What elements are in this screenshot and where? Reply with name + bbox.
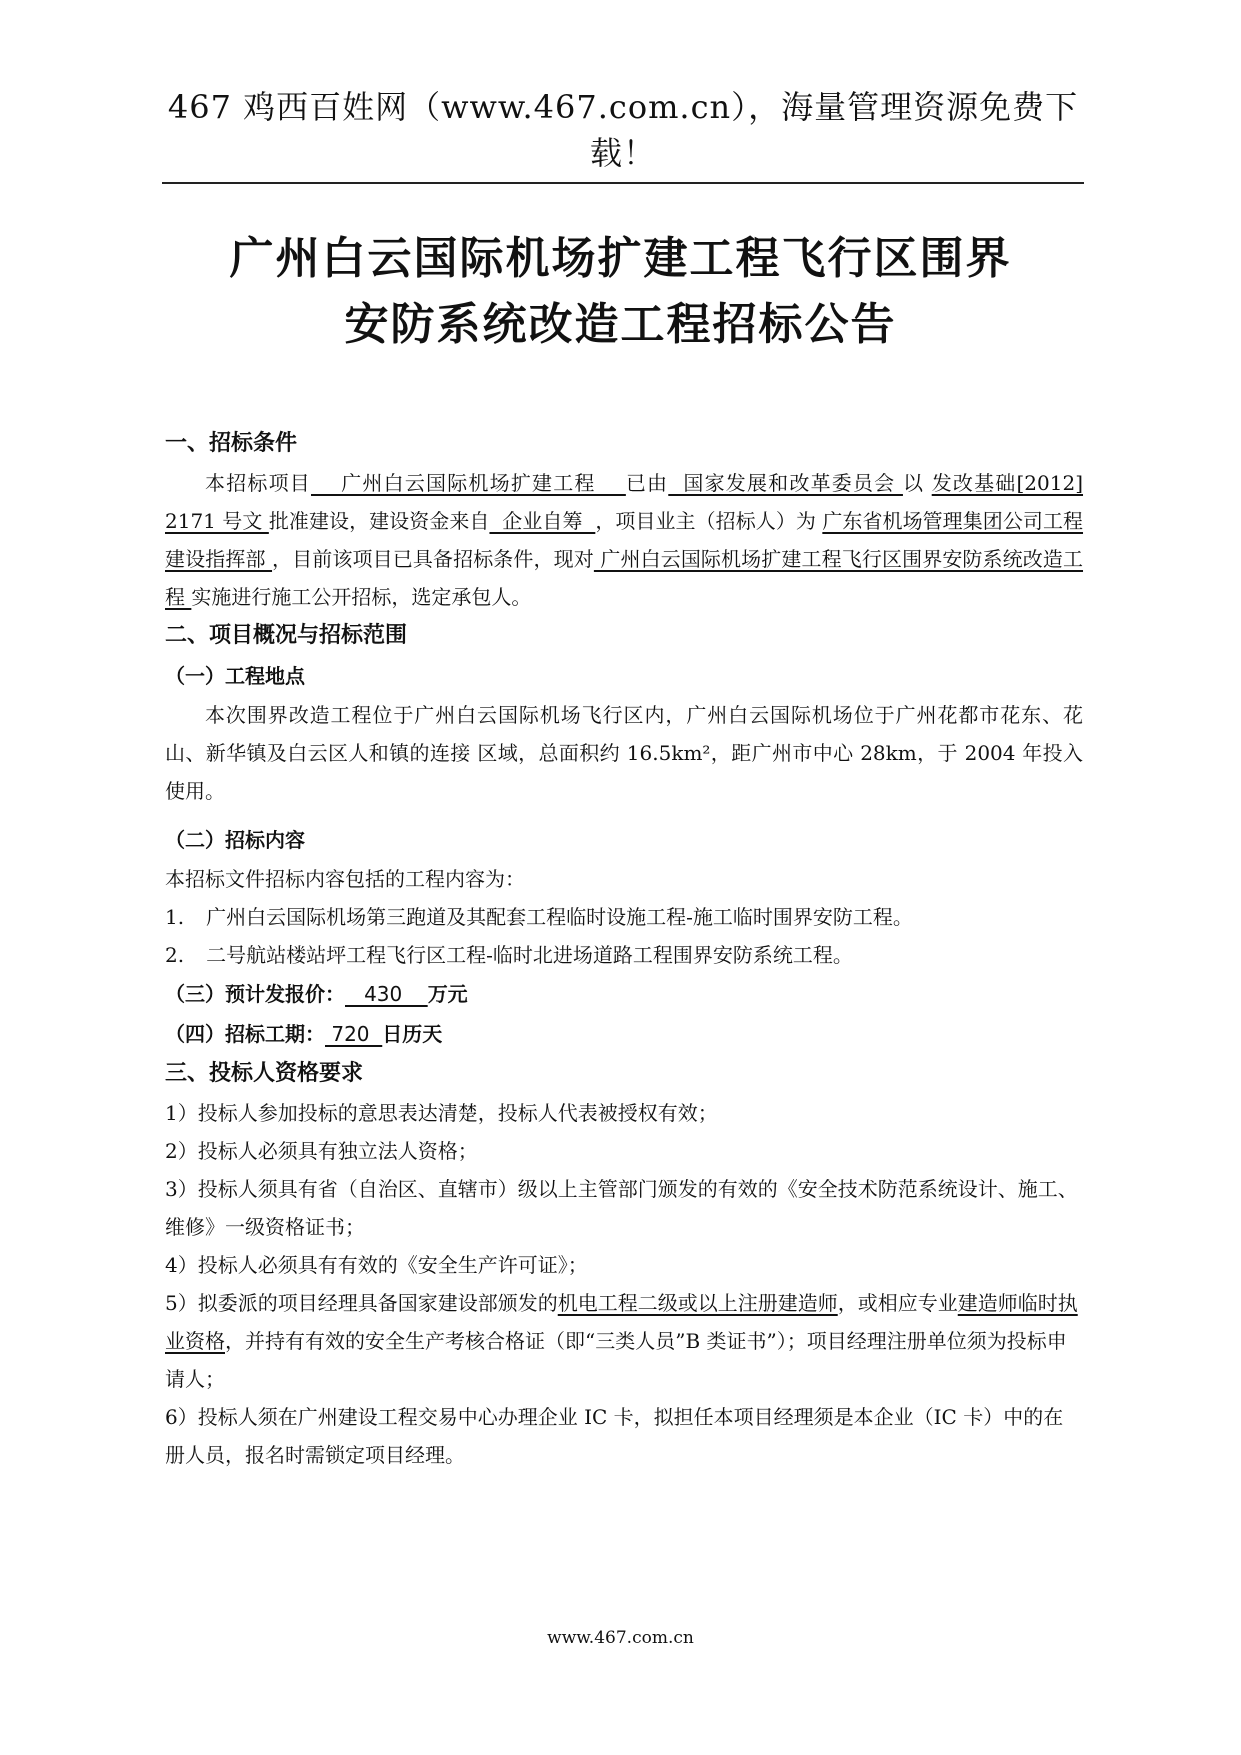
project-name-field: 广州白云国际机场扩建工程 [311,471,626,495]
page-footer: www.467.com.cn [547,1628,694,1648]
document-title-line1: 广州白云国际机场扩建工程飞行区围界 [229,233,1012,284]
requirement-2: 2）投标人必须具有独立法人资格； [165,1139,478,1163]
requirement-4: 4）投标人必须具有有效的《安全生产许可证》； [165,1253,588,1277]
content-intro: 本招标文件招标内容包括的工程内容为： [165,867,525,891]
underlined-text: 机电工程二级或以上注册建造师 [557,1291,838,1315]
requirement-6: 6）投标人须在广州建设工程交易中心办理企业 IC 卡，拟担任本项目经理须是本企业（IC 卡）中的在册人员，报名时需锁定项目经理。 [165,1405,1064,1467]
duration-line [165,1014,1083,1054]
tender-conditions-paragraph [165,464,1083,616]
estimated-price-label: （三）预计发报价： [165,982,345,1006]
underlined-text: 建造师临时执业资格 [165,1291,1078,1353]
location-paragraph: 本次围界改造工程位于广州白云国际机场飞行区内，广州白云国际机场位于广州花都市花东、花山、新华镇及白云区人和镇的连接 区域，总面积约 16.5km²，距广州市中心 28km，于 2004 年投入使用。 [165,703,1083,803]
text: ，项目业主（招标人）为 [595,509,823,533]
estimated-price-unit: 万元 [427,982,468,1006]
text: ，并持有有效的安全生产考核合格证（即“三类人员”B 类证书”）；项目经理注册单位须为投标申请人； [165,1329,1067,1391]
subheading-location: （一）工程地点 [165,664,305,688]
subheading-content: （二）招标内容 [165,828,305,852]
approval-document-field: 发改基础[2012] 2171 号文 [165,471,1084,533]
text: ，或相应专业 [837,1291,958,1315]
spacer [165,810,1083,820]
list-number: 2. [165,943,185,967]
list-text: 二号航站楼站坪工程飞行区工程-临时北进场道路工程围界安防系统工程。 [206,943,853,967]
fund-source-field: 企业自筹 [489,509,596,533]
text: 实施进行施工公开招标，选定承包人。 [191,585,532,609]
text: 本招标项目 [205,471,311,495]
project-owner-field: 广东省机场管理集团公司工程建设指挥部 [165,509,1084,571]
list-item [165,936,1083,974]
list-text: 广州白云国际机场第三跑道及其配套工程临时设施工程-施工临时围界安防工程。 [206,905,913,929]
estimated-price-line [165,974,1083,1014]
requirement-3: 3）投标人须具有省（自治区、直辖市）级以上主管部门颁发的有效的《安全技术防范系统设计、施工、维修》一级资格证书； [165,1177,1078,1239]
page-header: 467 鸡西百姓网（www.467.com.cn），海量管理资源免费下载！ [162,82,1084,184]
list-number: 1. [165,905,185,929]
list-item [165,898,1083,936]
text: 5）拟委派的项目经理具备国家建设部颁发的 [165,1291,558,1315]
requirement-1: 1）投标人参加投标的意思表达清楚，投标人代表被授权有效； [165,1101,718,1125]
text: 批准建设，建设资金来自 [268,509,490,533]
tender-project-field: 广州白云国际机场扩建工程飞行区围界安防系统改造工程 [165,547,1084,609]
approval-authority-field: 国家发展和改革委员会 [668,471,903,495]
text: ，目前该项目已具备招标条件，现对 [272,547,594,571]
requirement-5 [165,1284,1083,1398]
text: 已由 [625,471,669,495]
duration-value: 720 [325,1022,383,1046]
estimated-price-value: 430 [345,982,428,1006]
duration-unit: 日历天 [382,1022,443,1046]
duration-label: （四）招标工期： [165,1022,325,1046]
section-heading-3: 三、投标人资格要求 [165,1061,364,1086]
section-heading-1: 一、招标条件 [165,431,298,456]
document-title-line2: 安防系统改造工程招标公告 [344,299,897,350]
text: 以 [902,471,932,495]
section-heading-2: 二、项目概况与招标范围 [165,623,408,648]
document-body [165,424,1083,1474]
